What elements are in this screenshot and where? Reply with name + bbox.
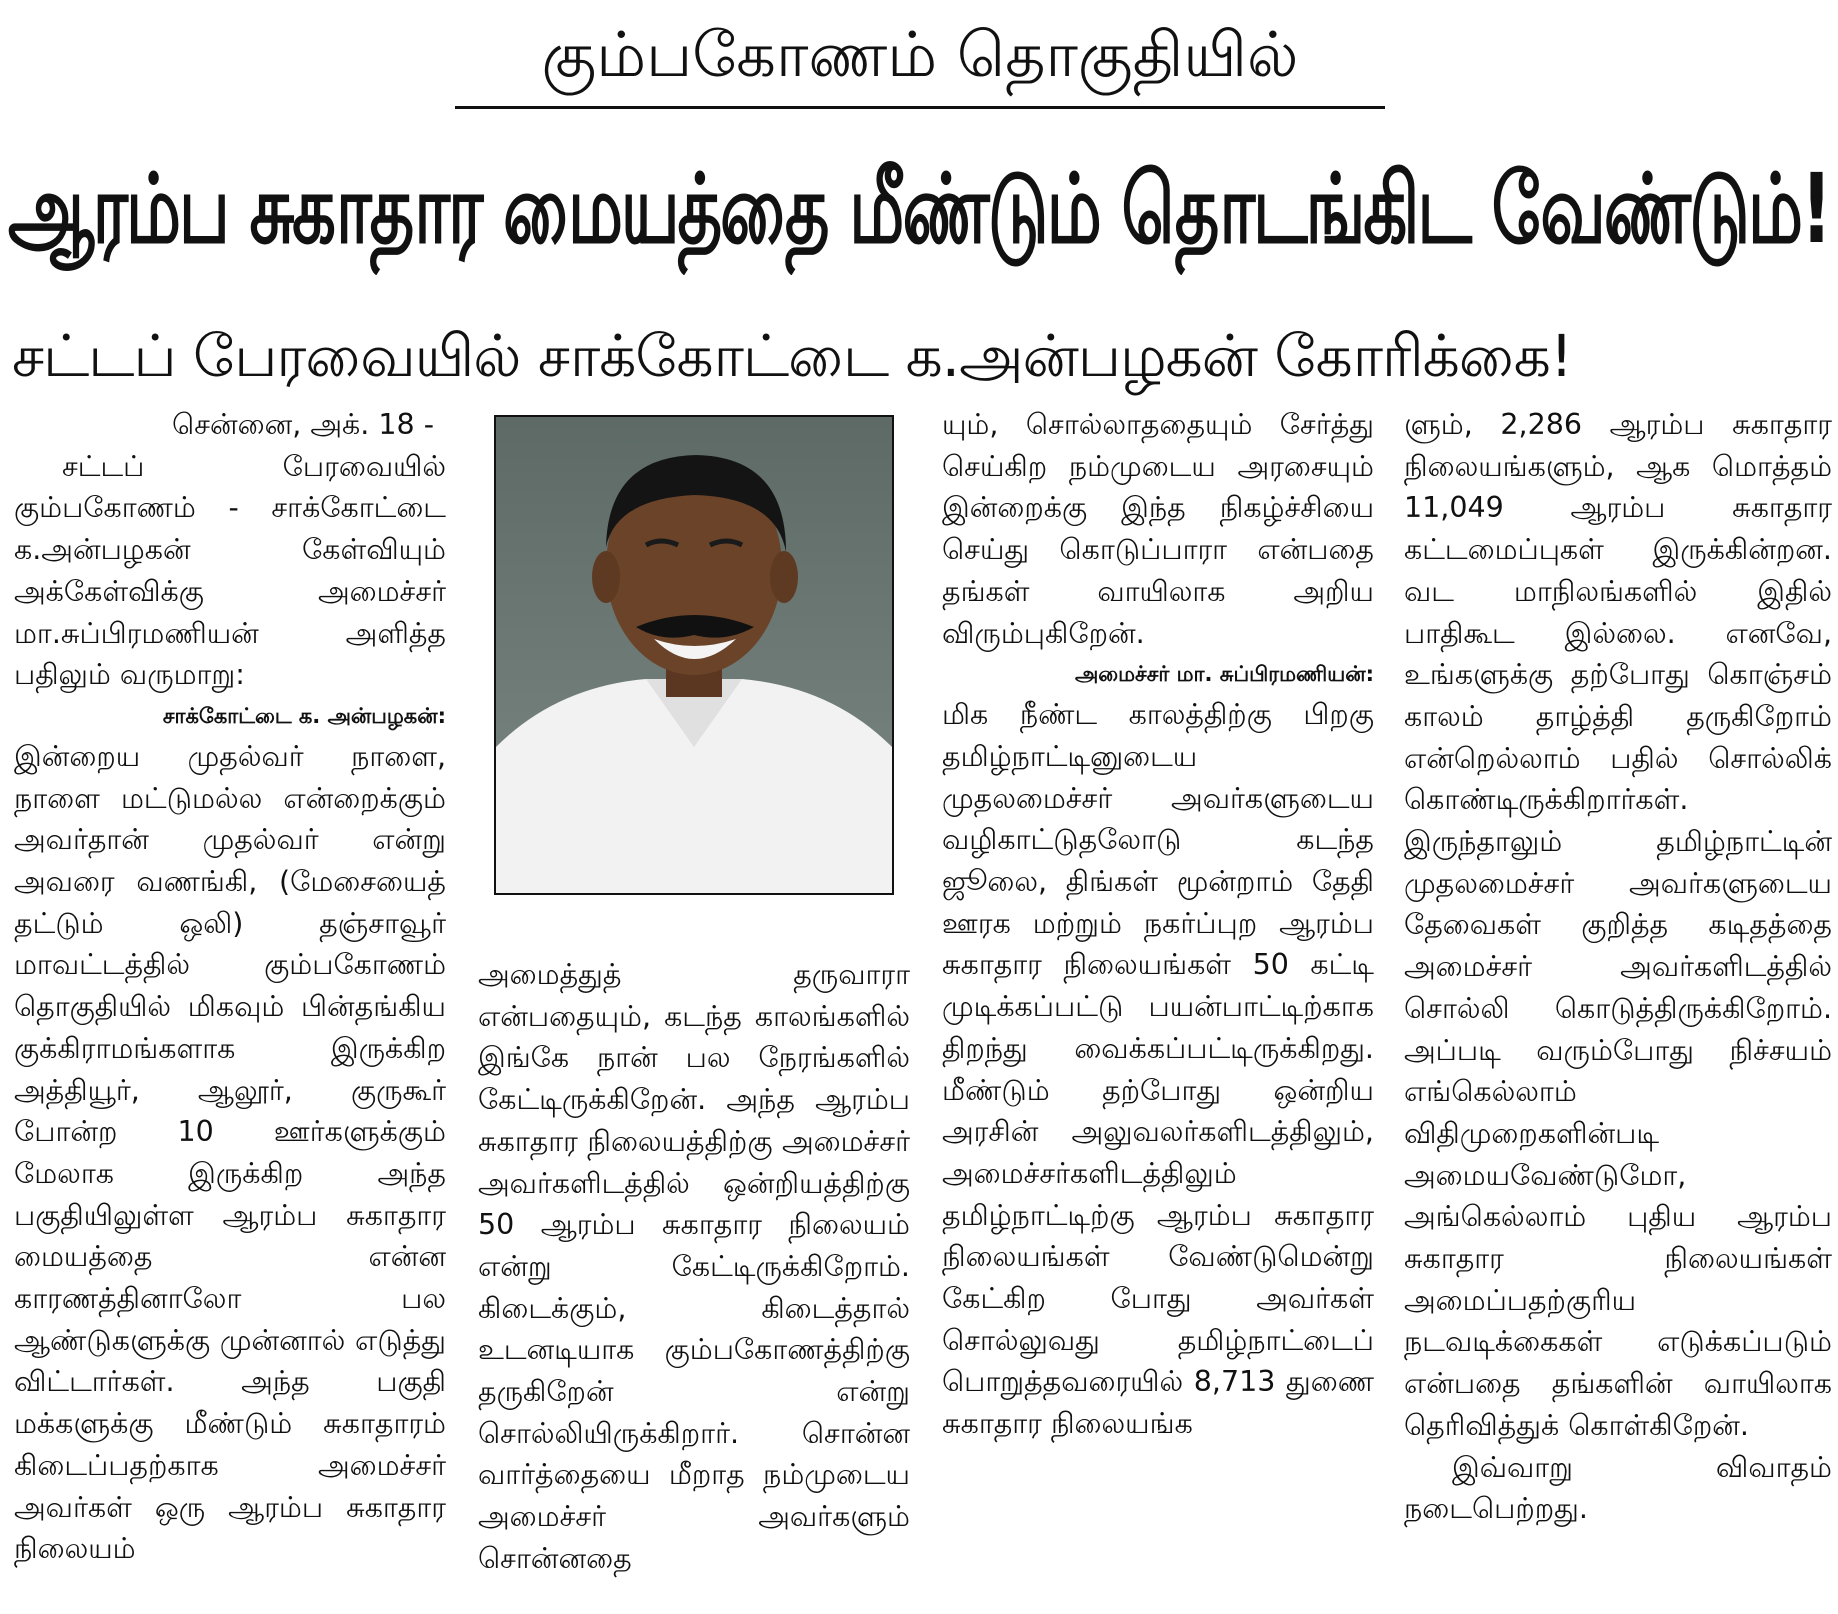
reply-continuation: ளும், 2,286 ஆரம்ப சுகாதார நிலையங்களும், ஆக மொத்தம் 11,049 ஆரம்ப சுகாதார கட்டமைப்புகள் இருக்கின்றன. வட மாநிலங்களில் இதில் பாதிகூட இல்லை. எனவே, உங்களுக்கு தற்போது கொஞ்சம் காலம் தாழ்த்தி தருகிறோம் என்றெல்லாம் பதில் சொல்லிக் கொண்டிருக்கிறார்கள். இருந்தாலும் தமிழ்நாட்டின் முதலமைச்சர் அவர்களுடைய தேவைகள் குறித்த கடிதத்தை அமைச்சர் அவர்களிடத்தில் சொல்லி கொடுத்திருக்கிறோம். அப்படி வரும்போது நிச்சயம் எங்கெல்லாம் விதிமுறைகளின்படி அமையவேண்டுமோ, அங்கெல்லாம் புதிய ஆரம்ப சுகாதார நிலையங்கள் அமைப்பதற்குரிய நடவடிக்கைகள் எடுக்கப்படும் என்பதை தங்களின் வாயிலாக தெரிவித்துக் கொள்கிறேன். bbox=[1404, 408, 1832, 1442]
closing-line: இவ்வாறு விவாதம் நடைபெற்றது. bbox=[1404, 1450, 1832, 1526]
dateline: சென்னை, அக். 18 - bbox=[172, 408, 434, 441]
reply-paragraph: மிக நீண்ட காலத்திற்கு பிறகு தமிழ்நாட்டினுடைய முதலமைச்சர் அவர்களுடைய வழிகாட்டுதலோடு கடந்த ஜூலை, திங்கள் மூன்றாம் தேதி ஊரக மற்றும் நகர்ப்புற ஆரம்ப சுகாதார நிலையங்கள் 50 கட்டி முடிக்கப்பட்டு பயன்பாட்டிற்காக திறந்து வைக்கப்பட்டிருக்கிறது. மீண்டும் தற்போது ஒன்றிய அரசின் அலுவலர்களிடத்திலும், அமைச்சர்களிடத்திலும் தமிழ்நாட்டிற்கு ஆரம்ப சுகாதார நிலையங்கள் வேண்டுமென்று கேட்கிற போது அவர்கள் சொல்லுவது தமிழ்நாட்டைப் பொறுத்தவரையில் 8,713 துணை சுகாதார நிலையங்க bbox=[942, 698, 1374, 1441]
main-headline: ஆரம்ப சுகாதார மையத்தை மீண்டும் தொடங்கிட வேண்டும்! bbox=[8, 153, 1831, 265]
question-paragraph: இன்றைய முதல்வர் நாளை, நாளை மட்டுமல்ல என்றைக்கும் அவர்தான் முதல்வர் என்று அவரை வணங்கி, (மேசையைத் தட்டும் ஒலி) தஞ்சாவூர் மாவட்டத்தில் கும்பகோணம் தொகுதியில் மிகவும் பின்தங்கிய குக்கிராமங்களாக இருக்கிற அத்தியூர், ஆலூர், குருகூர் போன்ற 10 ஊர்களுக்கும் மேலாக இருக்கிற அந்த பகுதியிலுள்ள ஆரம்ப சுகாதார மையத்தை என்ன காரணத்தினாலோ பல ஆண்டுகளுக்கு முன்னால் எடுத்து விட்டார்கள். அந்த பகுதி மக்களுக்கு மீண்டும் சுகாதாரம் கிடைப்பதற்காக அமைச்சர் அவர்கள் ஒரு ஆரம்ப சுகாதார நிலையம் bbox=[14, 739, 446, 1566]
article-column-3 bbox=[942, 404, 1374, 1604]
portrait-photo-icon bbox=[496, 417, 892, 893]
kicker-heading: கும்பகோணம் தொகுதியில் bbox=[541, 18, 1299, 91]
subheadline: சட்டப் பேரவையில் சாக்கோட்டை க.அன்பழகன் கோரிக்கை! bbox=[12, 322, 1573, 390]
speaker-label-anbazhagan: சாக்கோட்டை க. அன்பழகன்: bbox=[162, 703, 446, 728]
article-column-2 bbox=[478, 954, 910, 1604]
question-continuation: அமைத்துத் தருவாரா என்பதையும், கடந்த காலங்களில் இங்கே நான் பல நேரங்களில் கேட்டிருக்கிறேன். அந்த ஆரம்ப சுகாதார நிலையத்திற்கு அமைச்சர் அவர்களிடத்தில் ஒன்றியத்திற்கு 50 ஆரம்ப சுகாதார நிலையம் என்று கேட்டிருக்கிறோம். கிடைக்கும், கிடைத்தால் உடனடியாக கும்பகோணத்திற்கு தருகிறேன் என்று சொல்லியிருக்கிறார். சொன்ன வார்த்தையை மீறாத நம்முடைய அமைச்சர் அவர்களும் சொன்னதை bbox=[478, 958, 910, 1575]
kicker-underline bbox=[455, 106, 1385, 109]
portrait-photo bbox=[494, 415, 894, 895]
article-column-4 bbox=[1404, 404, 1832, 1604]
intro-paragraph: சட்டப் பேரவையில் கும்பகோணம் - சாக்கோட்டை க.அன்பழகன் கேள்வியும் அக்கேள்விக்கு அமைச்சர் மா.சுப்பிரமணியன் அளித்த பதிலும் வருமாறு: bbox=[14, 449, 446, 692]
speaker-label-minister: அமைச்சர் மா. சுப்பிரமணியன்: bbox=[1074, 662, 1374, 687]
question-conclusion: யும், சொல்லாததையும் சேர்த்து செய்கிற நம்முடைய அரசையும் இன்றைக்கு இந்த நிகழ்ச்சியை செய்து கொடுப்பாரா என்பதை தங்கள் வாயிலாக அறிய விரும்புகிறேன். bbox=[942, 408, 1374, 650]
article-column-1 bbox=[14, 404, 446, 1604]
